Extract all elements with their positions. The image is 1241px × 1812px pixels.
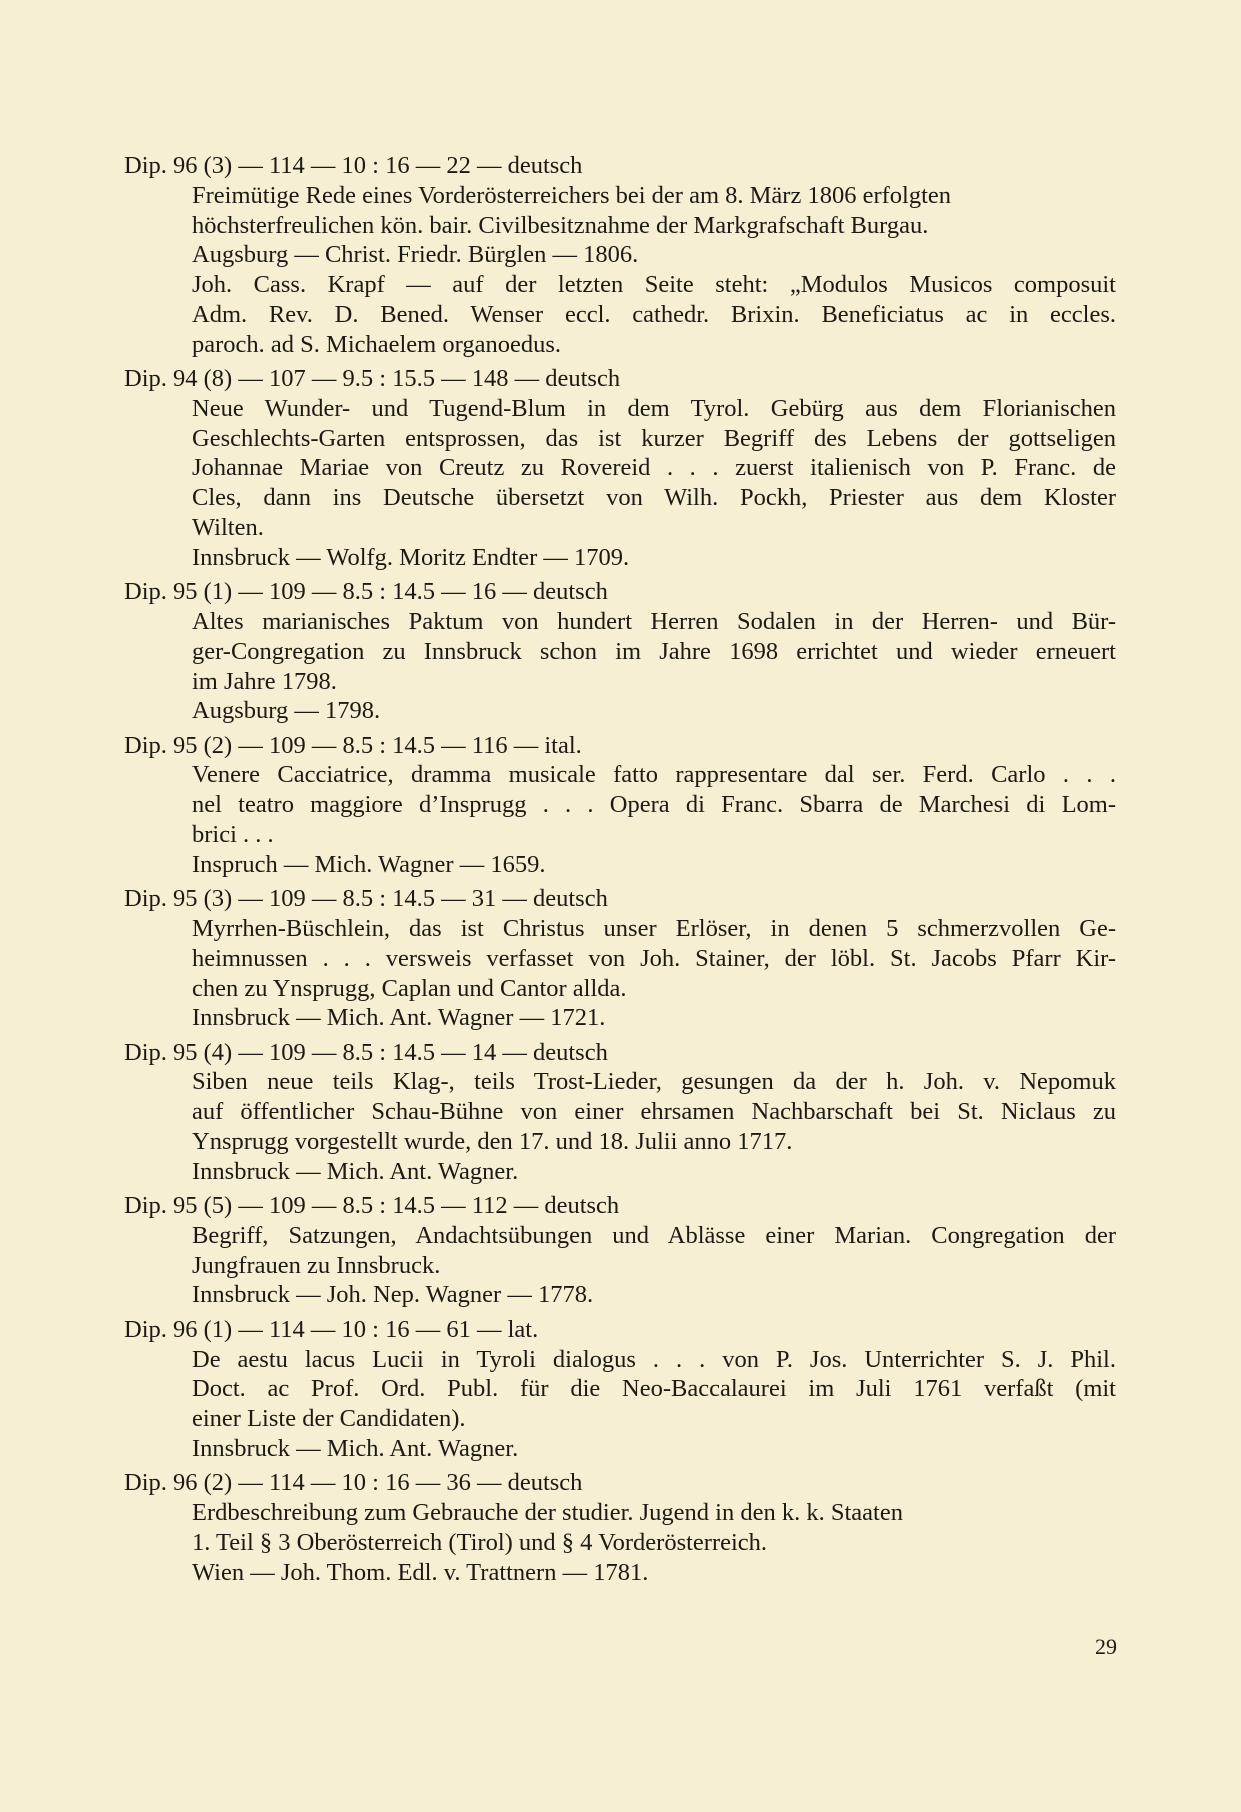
catalog-entry	[124, 1191, 1116, 1310]
entry-description	[124, 607, 1116, 726]
entry-text-line: nel teatro maggiore d’Insprugg . . . Opera di Franc. Sbarra de Marchesi di Lom-	[192, 791, 1116, 819]
catalog-entries	[124, 151, 1116, 1587]
entry-text-line: Innsbruck — Mich. Ant. Wagner — 1721.	[192, 1004, 606, 1032]
entry-shelfmark: Dip. 96 (1) — 114 — 10 : 16 — 61 — lat.	[124, 1315, 539, 1343]
entry-text-line: Geschlechts-Garten entsprossen, das ist kurzer Begriff des Lebens der gottseligen	[192, 424, 1116, 452]
catalog-entry	[124, 151, 1116, 360]
catalog-entry	[124, 884, 1116, 1033]
entry-text-line: ger-Congregation zu Innsbruck schon im Jahre 1698 errichtet und wieder erneuert	[192, 637, 1116, 665]
entry-text-line: Cles, dann ins Deutsche übersetzt von Wilh. Pockh, Priester aus dem Kloster	[192, 484, 1116, 512]
entry-shelfmark: Dip. 94 (8) — 107 — 9.5 : 15.5 — 148 — deutsch	[124, 365, 621, 393]
entry-text-line: Neue Wunder- und Tugend-Blum in dem Tyrol. Gebürg aus dem Florianischen	[192, 394, 1116, 422]
entry-text-line: Siben neue teils Klag-, teils Trost-Lieder, gesungen da der h. Joh. v. Nepomuk	[192, 1068, 1116, 1096]
entry-text-line: Wilten.	[192, 514, 264, 542]
page-number: 29	[1095, 1634, 1117, 1659]
entry-description	[124, 760, 1116, 879]
entry-text-line: einer Liste der Candidaten).	[192, 1405, 466, 1433]
catalog-entry	[124, 577, 1116, 726]
entry-description	[124, 181, 1116, 360]
entry-text-line: Myrrhen-Büschlein, das ist Christus unser Erlöser, in denen 5 schmerzvollen Ge-	[192, 914, 1116, 942]
entry-text-line: Joh. Cass. Krapf — auf der letzten Seite steht: „Modulos Musicos composuit	[192, 271, 1116, 299]
entry-shelfmark: Dip. 95 (2) — 109 — 8.5 : 14.5 — 116 — ital.	[124, 731, 582, 759]
entry-text-line: Johannae Mariae von Creutz zu Rovereid . . . zuerst italienisch von P. Franc. de	[192, 454, 1116, 482]
entry-text-line: Freimütige Rede eines Vorderösterreichers bei der am 8. März 1806 erfolgten	[192, 181, 952, 209]
catalog-entry	[124, 731, 1116, 880]
entry-text-line: Altes marianisches Paktum von hundert Herren Sodalen in der Herren- und Bür-	[192, 607, 1116, 635]
entry-text-line: Augsburg — Christ. Friedr. Bürglen — 1806.	[192, 241, 639, 269]
entry-shelfmark: Dip. 96 (2) — 114 — 10 : 16 — 36 — deutsch	[124, 1469, 583, 1497]
entry-text-line: 1. Teil § 3 Oberösterreich (Tirol) und § 4 Vorderösterreich.	[192, 1528, 768, 1556]
entry-text-line: Innsbruck — Mich. Ant. Wagner.	[192, 1157, 519, 1185]
entry-text-line: Augsburg — 1798.	[192, 697, 381, 725]
entry-description	[124, 914, 1116, 1033]
entry-text-line: Jungfrauen zu Innsbruck.	[192, 1251, 441, 1279]
entry-text-line: Innsbruck — Joh. Nep. Wagner — 1778.	[192, 1281, 594, 1309]
entry-text-line: chen zu Ynsprugg, Caplan und Cantor allda.	[192, 974, 627, 1002]
entry-text-line: Ynsprugg vorgestellt wurde, den 17. und 18. Julii anno 1717.	[192, 1128, 793, 1155]
entry-text-line: Innsbruck — Mich. Ant. Wagner.	[192, 1434, 519, 1462]
entry-text-line: Inspruch — Mich. Wagner — 1659.	[192, 850, 546, 878]
entry-description	[124, 1345, 1116, 1464]
entry-text-line: heimnussen . . . versweis verfasset von Joh. Stainer, der löbl. St. Jacobs Pfarr Kir-	[192, 944, 1116, 972]
entry-text-line: Doct. ac Prof. Ord. Publ. für die Neo-Baccalaurei im Juli 1761 verfaßt (mit	[192, 1375, 1116, 1403]
entry-text-line: Erdbeschreibung zum Gebrauche der studier. Jugend in den k. k. Staaten	[192, 1499, 903, 1527]
catalog-entry	[124, 1315, 1116, 1464]
catalog-entry	[124, 364, 1116, 573]
entry-text-line: höchsterfreulichen kön. bair. Civilbesitznahme der Markgrafschaft Burgau.	[192, 211, 929, 239]
entry-description	[124, 1067, 1116, 1186]
entry-description	[124, 1221, 1116, 1310]
entry-text-line: im Jahre 1798.	[192, 667, 337, 695]
entry-shelfmark: Dip. 95 (3) — 109 — 8.5 : 14.5 — 31 — deutsch	[124, 885, 608, 913]
entry-description	[124, 1498, 1116, 1587]
catalog-entry	[124, 1468, 1116, 1587]
entry-shelfmark: Dip. 95 (5) — 109 — 8.5 : 14.5 — 112 — deutsch	[124, 1192, 620, 1220]
entry-text-line: brici . . .	[192, 821, 274, 849]
catalog-entry	[124, 1038, 1116, 1187]
entry-text-line: Adm. Rev. D. Bened. Wenser eccl. cathedr. Brixin. Beneficiatus ac in eccles.	[192, 300, 1116, 328]
entry-text-line: paroch. ad S. Michaelem organoedus.	[192, 330, 561, 358]
entry-text-line: Venere Cacciatrice, dramma musicale fatto rappresentare dal ser. Ferd. Carlo . . .	[192, 761, 1116, 789]
entry-text-line: De aestu lacus Lucii in Tyroli dialogus . . . von P. Jos. Unterrichter S. J. Phil.	[192, 1345, 1116, 1373]
entry-description	[124, 394, 1116, 573]
entry-text-line: Begriff, Satzungen, Andachtsübungen und Ablässe einer Marian. Congregation der	[192, 1221, 1116, 1249]
entry-text-line: auf öffentlicher Schau-Bühne von einer ehrsamen Nachbarschaft bei St. Niclaus zu	[192, 1098, 1116, 1126]
entry-text-line: Wien — Joh. Thom. Edl. v. Trattnern — 1781.	[192, 1558, 649, 1586]
entry-shelfmark: Dip. 96 (3) — 114 — 10 : 16 — 22 — deutsch	[124, 152, 583, 179]
entry-shelfmark: Dip. 95 (1) — 109 — 8.5 : 14.5 — 16 — deutsch	[124, 578, 608, 606]
entry-shelfmark: Dip. 95 (4) — 109 — 8.5 : 14.5 — 14 — deutsch	[124, 1038, 608, 1066]
entry-text-line: Innsbruck — Wolfg. Moritz Endter — 1709.	[192, 543, 630, 571]
